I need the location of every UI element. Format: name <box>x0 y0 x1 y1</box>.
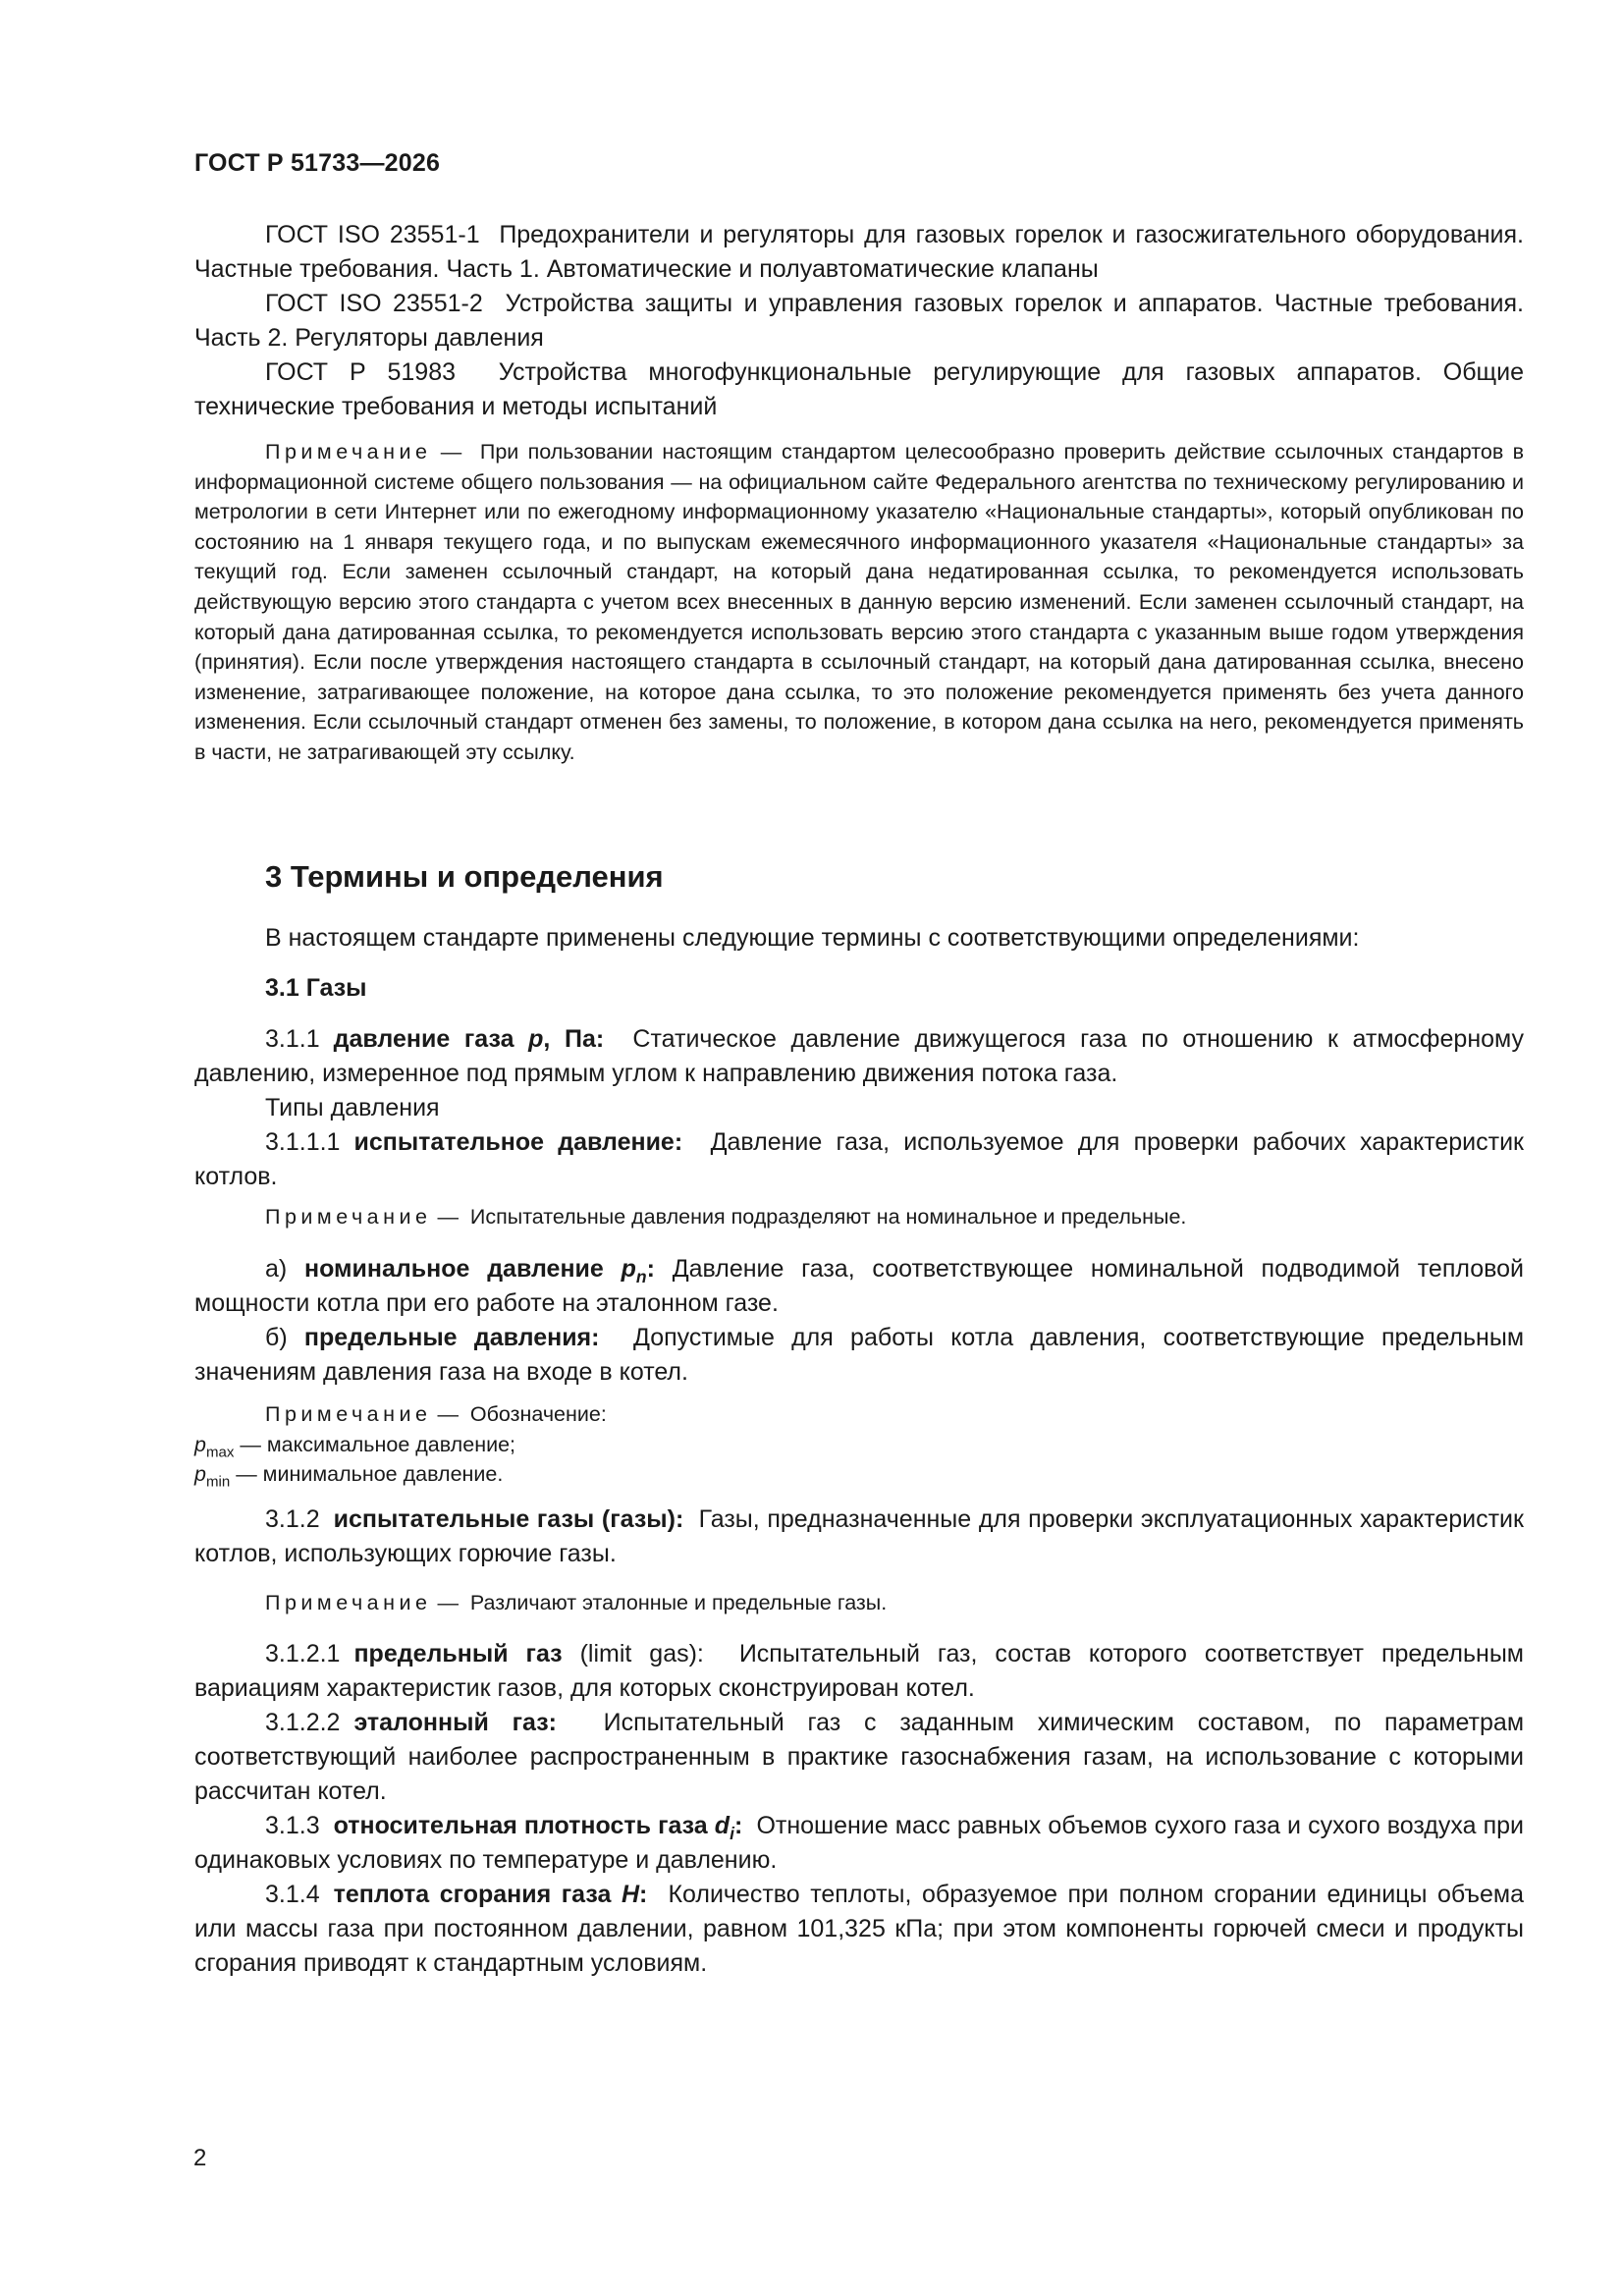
term-name: номинальное давление $p_n$: <box>304 1255 655 1287</box>
pressure-items <box>194 1252 1524 1390</box>
note-label: Примечание <box>265 1591 432 1614</box>
term-block-3-1-1 <box>194 1022 1524 1194</box>
term-3-1-4 <box>194 1878 1524 1981</box>
note-text: Различают эталонные и предельные газы. <box>469 1591 888 1614</box>
term-name: теплота сгорания газа H: <box>333 1881 648 1908</box>
document-header: ГОСТ Р 51733—2026 <box>194 149 441 177</box>
note-label: Примечание <box>265 1402 432 1426</box>
term-block-3-1-2 <box>194 1503 1524 1571</box>
reference-item <box>194 218 1524 287</box>
term-3-1-2 <box>194 1503 1524 1571</box>
note-dash: — <box>437 1402 459 1426</box>
term-name: испытательное давление: <box>353 1128 683 1156</box>
item-label: б) <box>265 1324 288 1351</box>
term-name: предельные давления: <box>303 1324 600 1351</box>
reference-title: Предохранители и регуляторы для газовых горелок и газосжигательного оборудования. Частные требования. Часть 1. Автоматические и полуавтоматические клапаны <box>194 221 1524 283</box>
term-symbol: p <box>528 1025 544 1053</box>
pmin-line: $p_{min}$ — минимальное давление. <box>194 1462 504 1491</box>
reference-code: ГОСТ ISO 23551-1 <box>265 221 480 248</box>
page-number: 2 <box>193 2145 207 2171</box>
term-name: эталонный газ: <box>353 1709 558 1736</box>
term-name: относительная плотность газа $d_i$: <box>333 1812 743 1844</box>
note-gases <box>194 1588 1524 1618</box>
reference-title: Устройства многофункциональные регулирующие для газовых аппаратов. Общие технические требования и методы испытаний <box>194 358 1524 420</box>
term-definition: Испытательный газ с заданным химическим составом, по параметрам соответствующий наиболее распространенным в практике газоснабжения газам, на использование с которыми рассчитан котел. <box>194 1709 1525 1805</box>
section-title: 3 Термины и определения <box>265 859 664 894</box>
note-text: При пользовании настоящим стандартом целесообразно проверить действие ссылочных стандартов в информационной системе общего пользования — на официальном сайте Федерального агентства по техническому регулированию и метрологии в сети Интернет или по ежегодному информационному указателю «Национальные стандарты», который опубликован по состоянию на 1 января текущего года, и по выпускам ежемесячного информационного указателя «Национальные стандарты» за текущий год. Если заменен ссылочный стандарт, на который дана недатированная ссылка, то рекомендуется использовать действующую версию этого стандарта с учетом всех внесенных в данную версию изменений. Если заменен ссылочный стандарт, на который дана датированная ссылка, то рекомендуется использовать версию этого стандарта с указанным выше годом утверждения (принятия). Если после утверждения настоящего стандарта в ссылочный стандарт, на который дана датированная ссылка, внесено изменение, затрагивающее положение, на которое дана ссылка, то это положение рекомендуется применять без учета данного изменения. Если ссылочный стандарт отменен без замены, то положение, в котором дана ссылка на него, рекомендуется применять в части, не затрагивающей эту ссылку. <box>194 440 1524 764</box>
section-intro <box>194 921 1524 956</box>
note-dash: — <box>437 1591 459 1614</box>
subsection-title: 3.1 Газы <box>265 974 367 1002</box>
term-definition: Газы, предназначенные для проверки эксплуатационных характеристик котлов, использующих горючие газы. <box>194 1505 1524 1567</box>
note-label: Примечание <box>265 1205 432 1229</box>
term-block-rest <box>194 1637 1524 1981</box>
term-definition: Давление газа, используемое для проверки рабочих характеристик котлов. <box>194 1128 1524 1190</box>
term-name: испытательные газы (газы): <box>333 1505 684 1533</box>
item-a <box>194 1252 1524 1321</box>
term-definition: Количество теплоты, образуемое при полном сгорании единицы объема или массы газа при постоянном давлении, равном 101,325 кПа; при этом компоненты горючей смеси и продукты сгорания приводят к стандартным условиям. <box>194 1881 1524 1977</box>
term-name: предельный газ <box>353 1640 563 1667</box>
term-number: 3.1.3 <box>265 1812 320 1839</box>
references-note <box>194 437 1524 768</box>
reference-item <box>194 287 1524 355</box>
term-3-1-1 <box>194 1022 1524 1091</box>
note-test-pressures <box>194 1202 1524 1232</box>
reference-code: ГОСТ Р 51983 <box>265 358 457 386</box>
term-definition: Давление газа, соответствующее номинальной подводимой тепловой мощности котла при его работе на эталонном газе. <box>194 1255 1524 1317</box>
note-designation <box>194 1399 1524 1490</box>
term-3-1-2-1: 3.1.2.1 предельный газ (limit gas): Испытательный газ, состав которого соответствует предельным вариациям характеристик газов, для которых сконструирован котел. <box>194 1640 1524 1702</box>
pmax-line: $p_{max}$ — максимальное давление; <box>194 1432 516 1460</box>
term-number: 3.1.2.2 <box>265 1709 341 1736</box>
note-dash: — <box>437 1205 459 1229</box>
item-label: а) <box>265 1255 288 1283</box>
term-number: 3.1.4 <box>265 1881 320 1908</box>
reference-item <box>194 355 1524 424</box>
term-3-1-3 <box>194 1809 1524 1878</box>
item-b <box>194 1321 1524 1390</box>
section-intro-text: В настоящем стандарте применены следующие термины с соответствующими определениями: <box>265 924 1360 952</box>
reference-code: ГОСТ ISO 23551-2 <box>265 290 483 317</box>
pressure-types-label: Типы давления <box>265 1094 440 1121</box>
term-3-1-1-1 <box>194 1125 1524 1194</box>
note-text: Испытательные давления подразделяют на номинальное и предельные. <box>469 1205 1187 1229</box>
term-number: 3.1.1 <box>265 1025 320 1053</box>
reference-title: Устройства защиты и управления газовых горелок и аппаратов. Частные требования. Часть 2. Регуляторы давления <box>194 290 1524 352</box>
note-dash: — <box>440 440 462 464</box>
term-number: 3.1.1.1 <box>265 1128 341 1156</box>
term-definition: Отношение масс равных объемов сухого газа и сухого воздуха при одинаковых условиях по температуре и давлению. <box>194 1812 1525 1874</box>
term-3-1-2-2 <box>194 1706 1524 1809</box>
term-number: 3.1.2.1 <box>265 1640 341 1667</box>
term-definition: Статическое давление движущегося газа по отношению к атмосферному давлению, измеренное под прямым углом к направлению движения потока газа. <box>194 1025 1524 1087</box>
term-number: 3.1.2 <box>265 1505 320 1533</box>
term-definition: Испытательный газ, состав которого соответствует предельным вариациям характеристик газов, для которых сконструирован котел. <box>194 1640 1524 1702</box>
note-text: Обозначение: <box>469 1402 607 1426</box>
references-list <box>194 218 1524 424</box>
term-name: давление газа p, Па: <box>333 1025 605 1053</box>
note-label: Примечание <box>265 440 432 464</box>
term-definition: Допустимые для работы котла давления, соответствующие предельным значениям давления газа на входе в котел. <box>194 1324 1525 1386</box>
